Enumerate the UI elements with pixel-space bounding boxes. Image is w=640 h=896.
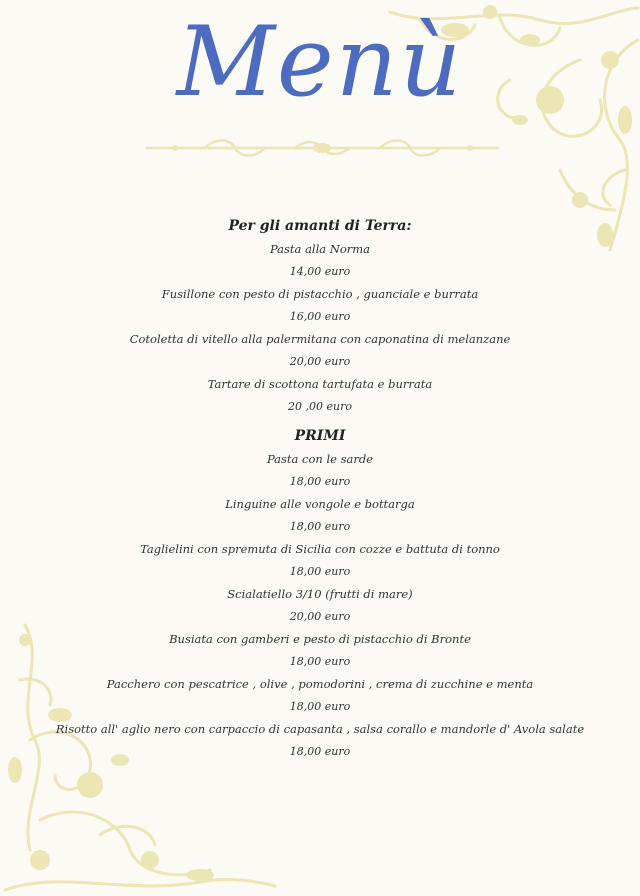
dish-name: Busiata con gamberi e pesto di pistacchio di Bronte	[169, 632, 471, 646]
dish-price: 18,00 euro	[289, 654, 351, 668]
page-title: Menù	[176, 6, 464, 118]
dish-price: 18,00 euro	[289, 564, 351, 578]
dish-name: Scialatiello 3/10 (frutti di mare)	[227, 587, 413, 601]
dish-price: 20,00 euro	[289, 609, 351, 623]
dish-name: Fusillone con pesto di pistacchio , guanciale e burrata	[161, 287, 479, 301]
dish-price: 20 ,00 euro	[288, 399, 352, 413]
section-heading-primi: PRIMI	[294, 428, 346, 444]
dish-name: Tartare di scottona tartufata e burrata	[207, 377, 433, 391]
dish-name: Taglielini con spremuta di Sicilia con cozze e battuta di tonno	[140, 542, 500, 556]
dish-price: 14,00 euro	[289, 264, 351, 278]
dish-price: 16,00 euro	[289, 309, 351, 323]
dish-name: Cotoletta di vitello alla palermitana con caponatina di melanzane	[129, 332, 511, 346]
dish-name: Pacchero con pescatrice , olive , pomodorini , crema di zucchine e menta	[106, 677, 534, 691]
section-heading-terra: Per gli amanti di Terra:	[228, 218, 412, 234]
dish-price: 18,00 euro	[289, 474, 351, 488]
dish-price: 18,00 euro	[289, 699, 351, 713]
floral-divider-ornament-icon	[145, 138, 500, 158]
dish-price: 18,00 euro	[289, 519, 351, 533]
dish-price: 20,00 euro	[289, 354, 351, 368]
dish-name: Risotto all' aglio nero con carpaccio di capasanta , salsa corallo e mandorle d' Avola salate	[55, 722, 585, 736]
dish-name: Pasta alla Norma	[269, 242, 371, 256]
dish-price: 18,00 euro	[289, 744, 351, 758]
dish-name: Linguine alle vongole e bottarga	[225, 497, 415, 511]
menu-list	[0, 214, 640, 763]
dish-name: Pasta con le sarde	[266, 452, 374, 466]
